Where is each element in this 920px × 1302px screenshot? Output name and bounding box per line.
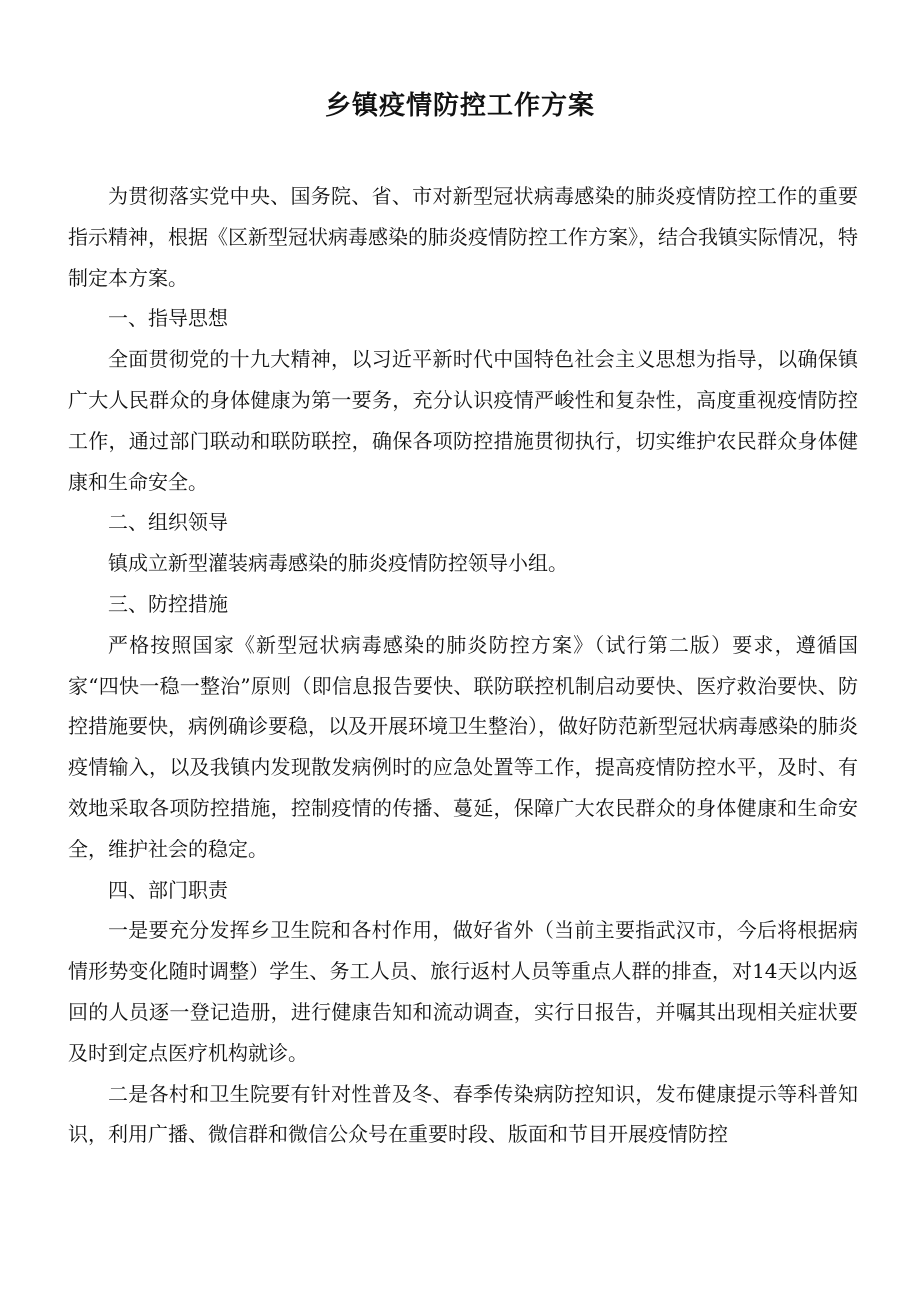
organization-paragraph: 镇成立新型灌装病毒感染的肺炎疫情防控领导小组。 [108, 551, 568, 576]
measures-paragraph: 严格按照国家《新型冠状病毒感染的肺炎防控方案》（试行第二版）要求，遵循国家“四快一稳一整治”原则（即信息报告要快、联防联控机制启动要快、医疗救治要快、防控措施要快，病例确诊要稳，以及开展环境卫生整治），做好防范新型冠状病毒感染的肺炎疫情输入，以及我镇内发现散发病例时的应急处置等工作，提高疫情防控水平，及时、有效地采取各项防控措施，控制疫情的传播、蔓延，保障广大农民群众的身体健康和生命安全，维护社会的稳定。 [68, 632, 858, 861]
responsibilities-paragraph-1: 一是要充分发挥乡卫生院和各村作用，做好省外（当前主要指武汉市，今后将根据病情形势变化随时调整）学生、务工人员、旅行返村人员等重点人群的排查，对14天以内返回的人员逐一登记造册，进行健康告知和流动调查，实行日报告，并嘱其出现相关症状要及时到定点医疗机构就诊。 [68, 918, 858, 1065]
responsibilities-paragraph-2: 二是各村和卫生院要有针对性普及冬、春季传染病防控知识，发布健康提示等科普知识，利用广播、微信群和微信公众号在重要时段、版面和节目开展疫情防控 [68, 1081, 858, 1147]
document-title: 乡镇疫情防控工作方案 [324, 91, 595, 121]
section-heading-measures: 三、防控措施 [108, 591, 228, 616]
document-body [68, 176, 858, 1155]
section-heading-guiding-ideology: 一、指导思想 [108, 306, 228, 331]
guiding-ideology-paragraph: 全面贯彻党的十九大精神，以习近平新时代中国特色社会主义思想为指导，以确保镇广大人民群众的身体健康为第一要务，充分认识疫情严峻性和复杂性，高度重视疫情防控工作，通过部门联动和联防联控，确保各项防控措施贯彻执行，切实维护农民群众身体健康和生命安全。 [68, 347, 858, 494]
section-heading-organization: 二、组织领导 [108, 510, 228, 535]
section-heading-responsibilities: 四、部门职责 [108, 877, 228, 902]
intro-paragraph: 为贯彻落实党中央、国务院、省、市对新型冠状病毒感染的肺炎疫情防控工作的重要指示精神，根据《区新型冠状病毒感染的肺炎疫情防控工作方案》，结合我镇实际情况，特制定本方案。 [68, 184, 858, 290]
